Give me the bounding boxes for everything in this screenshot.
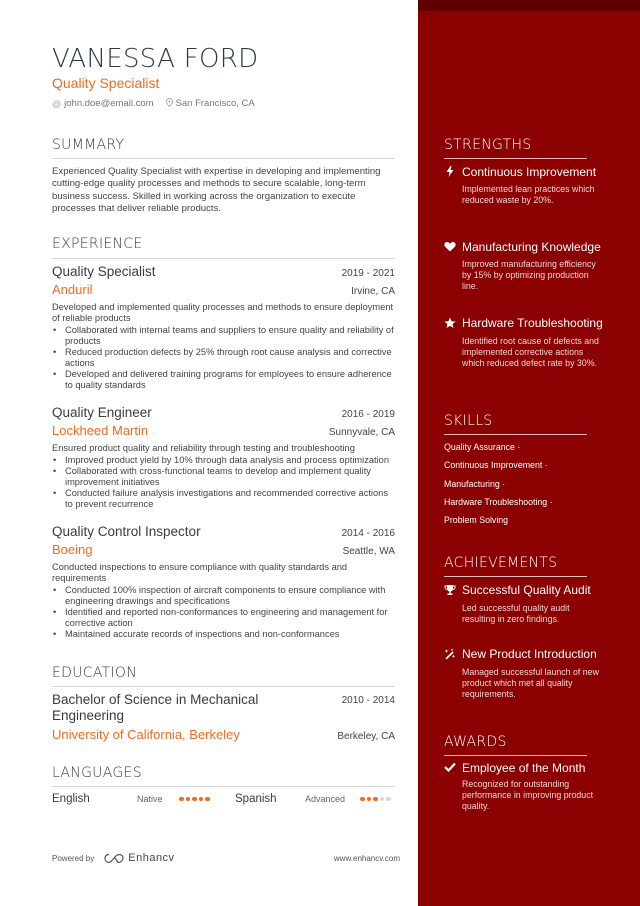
job-bullet: • Conducted 100% inspection of aircraft components to ensure compliance with engineering drawings and specifications <box>52 585 395 607</box>
sidebar-top-bar <box>418 0 640 11</box>
summary-divider <box>52 158 395 159</box>
award-title: Employee of the Month <box>462 761 586 775</box>
job-bullet: • Developed and delivered training programs for employees to ensure adherence to quality standards <box>52 369 395 391</box>
experience-heading: EXPERIENCE <box>52 236 143 252</box>
proficiency-dots <box>179 797 210 802</box>
school: University of California, Berkeley <box>52 727 240 742</box>
language-name: Spanish <box>235 793 277 805</box>
languages-divider <box>52 786 395 787</box>
achievement-description: Managed successful launch of new product which met all quality requirements. <box>462 667 599 699</box>
job-dates: 2019 - 2021 <box>341 268 395 279</box>
strengths-heading: STRENGTHS <box>444 137 532 153</box>
language-name: English <box>52 793 90 805</box>
language-level: Advanced <box>305 794 346 804</box>
award-description: Recognized for outstanding performance in improving product quality. <box>462 779 594 811</box>
summary-text: Experienced Quality Specialist with expertise in developing and implementing cutting-edge quality processes and methods to secure scalable, long-term business success. Skilled in working across the organization to execute processes that deliver reliable products. <box>52 166 381 215</box>
job-description: Developed and implemented quality processes and methods to ensure deployment of reliable products <box>52 302 394 323</box>
strength-description: Improved manufacturing efficiency by 15% by optimizing production line. <box>462 259 596 291</box>
job-bullet: • Conducted failure analysis investigations and recommended corrective actions to prevent recurrence <box>52 488 395 510</box>
languages-list <box>52 793 395 805</box>
summary-heading: SUMMARY <box>52 137 125 153</box>
job-description: Conducted inspections to ensure compliance with quality standards and requirements <box>52 562 348 583</box>
awards-divider <box>444 755 587 756</box>
strength-item <box>444 317 604 368</box>
awards-heading: AWARDS <box>444 734 507 750</box>
job-location: Seattle, WA <box>342 546 395 557</box>
language-level: Native <box>137 794 163 804</box>
job-bullets <box>52 585 395 640</box>
strength-description: Implemented lean practices which reduced waste by 20%. <box>462 184 595 205</box>
skills-heading: SKILLS <box>444 413 493 429</box>
job-description: Ensured product quality and reliability through testing and troubleshooting <box>52 443 355 453</box>
achievement-item <box>444 584 604 625</box>
job-bullets <box>52 325 395 391</box>
job-bullet: • Improved product yield by 10% through data analysis and process optimization <box>52 455 395 466</box>
skill-item: Continuous Improvement · <box>444 460 548 471</box>
sidebar <box>418 0 640 906</box>
candidate-name: VANESSA FORD <box>52 44 259 74</box>
heart-icon <box>444 241 456 256</box>
dot-filled <box>205 797 210 802</box>
job-title: Quality Control Inspector <box>52 524 201 539</box>
job-entry <box>52 264 395 391</box>
dot-filled <box>179 797 184 802</box>
skill-item: Problem Solving <box>444 515 509 526</box>
strength-item <box>444 166 604 206</box>
strength-title: Hardware Troubleshooting <box>462 316 603 330</box>
trophy-icon <box>444 584 456 600</box>
dot-filled <box>360 797 365 802</box>
language-item <box>52 793 235 805</box>
dot-filled <box>192 797 197 802</box>
skill-item: Hardware Troubleshooting · <box>444 496 553 507</box>
job-bullet: • Reduced production defects by 25% through root cause analysis and corrective actions <box>52 347 395 369</box>
dot-filled <box>199 797 204 802</box>
infinity-logo-icon <box>104 853 124 864</box>
job-company: Anduril <box>52 282 93 297</box>
email-icon: @ <box>52 98 62 109</box>
skill-item: Manufacturing · <box>444 478 506 489</box>
education-location: Berkeley, CA <box>337 731 395 742</box>
strengths-divider <box>444 158 587 159</box>
location-text: San Francisco, CA <box>175 98 255 109</box>
achievement-item <box>444 648 604 699</box>
powered-by-label: Powered by <box>52 853 95 863</box>
achievement-title: Successful Quality Audit <box>462 583 591 597</box>
education-entry <box>52 692 395 742</box>
star-icon <box>444 317 456 333</box>
achievements-divider <box>444 576 587 577</box>
education-heading: EDUCATION <box>52 665 138 681</box>
strength-item <box>444 241 604 291</box>
lightning-icon <box>444 166 456 181</box>
education-divider <box>52 686 395 687</box>
job-company: Lockheed Martin <box>52 423 149 438</box>
job-dates: 2014 - 2016 <box>341 528 395 539</box>
achievement-description: Led successful quality audit resulting in zero findings. <box>462 603 570 624</box>
skills-divider <box>444 434 587 435</box>
job-entry <box>52 524 395 640</box>
degree: Bachelor of Science in Mechanical Engineering <box>52 692 259 723</box>
enhancv-logo[interactable] <box>104 852 174 864</box>
job-entry <box>52 405 395 510</box>
skills-list <box>444 442 553 533</box>
job-bullets <box>52 455 395 510</box>
achievements-heading: ACHIEVEMENTS <box>444 555 558 571</box>
language-item <box>235 793 391 805</box>
skill-item: Quality Assurance · <box>444 442 521 452</box>
check-icon <box>444 762 456 776</box>
dot-empty <box>386 797 391 802</box>
job-bullet: • Maintained accurate records of inspections and non-conformances <box>52 629 395 640</box>
location-pin-icon <box>166 98 173 109</box>
dot-empty <box>380 797 385 802</box>
strength-title: Continuous Improvement <box>462 165 597 179</box>
brand-name: Enhancv <box>128 852 175 864</box>
strength-description: Identified root cause of defects and implemented corrective actions which reduced defect rate by 30%. <box>462 336 599 368</box>
job-location: Sunnyvale, CA <box>328 427 395 438</box>
contact-info <box>52 98 255 109</box>
job-dates: 2016 - 2019 <box>341 409 395 420</box>
dot-filled <box>367 797 372 802</box>
magic-wand-icon <box>444 648 456 664</box>
job-title: Quality Specialist <box>52 264 156 279</box>
experience-divider <box>52 258 395 259</box>
job-bullet: • Collaborated with internal teams and suppliers to ensure quality and reliability of products <box>52 325 395 347</box>
award-item <box>444 762 604 811</box>
dot-filled <box>373 797 378 802</box>
dot-filled <box>186 797 191 802</box>
job-bullet: • Collaborated with cross-functional teams to develop and implement quality improvement initiatives <box>52 466 395 488</box>
job-location: Irvine, CA <box>351 286 395 297</box>
job-company: Boeing <box>52 542 93 557</box>
footer <box>52 852 400 864</box>
proficiency-dots <box>360 797 391 802</box>
candidate-role: Quality Specialist <box>52 75 160 91</box>
strength-title: Manufacturing Knowledge <box>462 240 601 254</box>
achievement-title: New Product Introduction <box>462 647 597 661</box>
job-title: Quality Engineer <box>52 405 152 420</box>
email-link[interactable]: john.doe@email.com <box>64 98 154 109</box>
languages-heading: LANGUAGES <box>52 765 142 781</box>
website-link[interactable]: www.enhancv.com <box>333 853 400 863</box>
education-dates: 2010 - 2014 <box>341 695 395 706</box>
job-bullet: • Identified and reported non-conformances to engineering and management for corrective action <box>52 607 395 629</box>
